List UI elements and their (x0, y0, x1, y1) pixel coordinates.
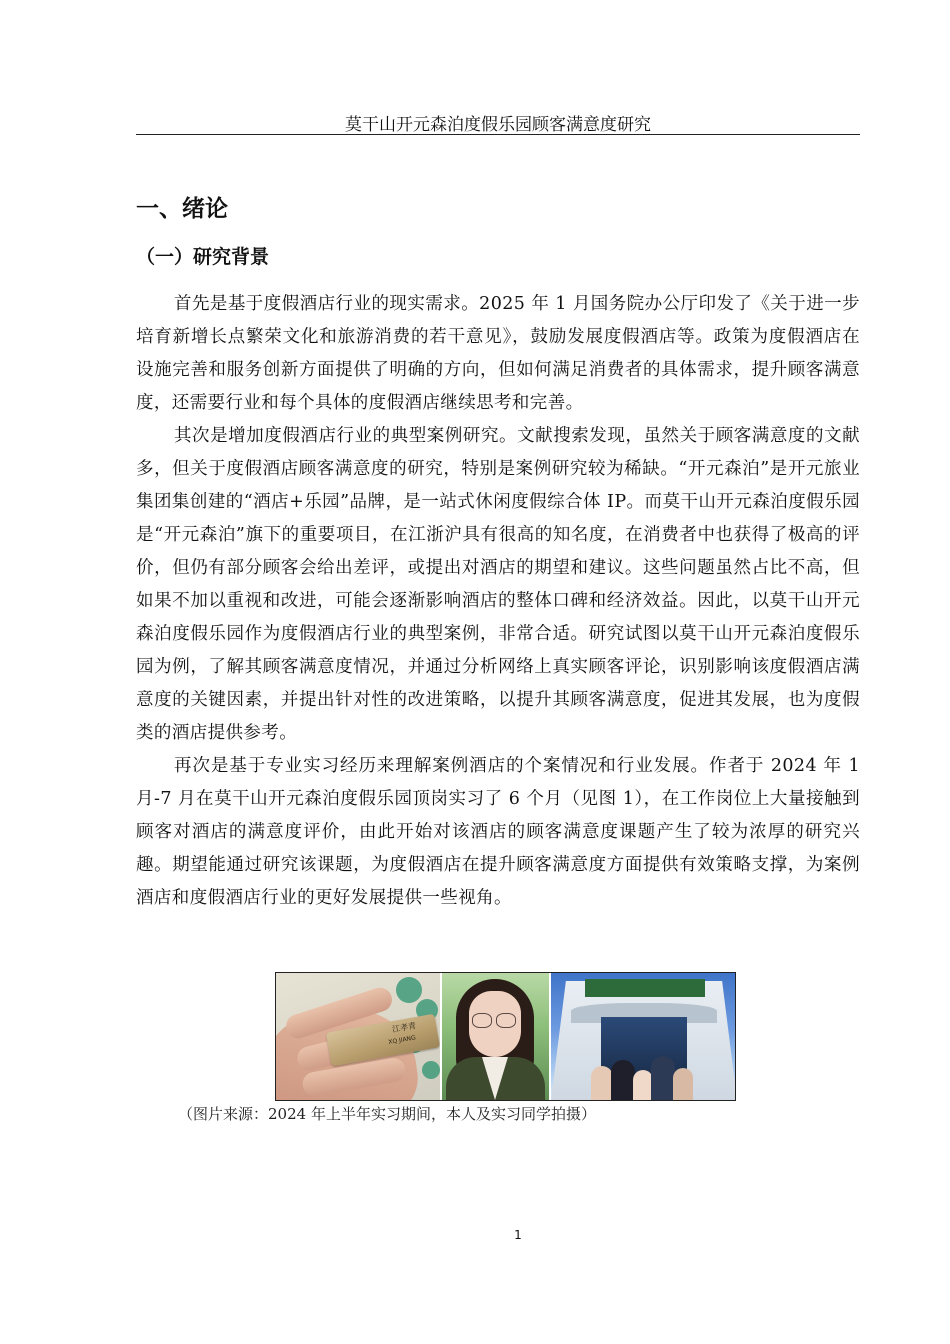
section-heading: （一）研究背景 (136, 246, 270, 268)
figure-caption: （图片来源：2024 年上半年实习期间，本人及实习同学拍摄） (178, 1105, 596, 1123)
paragraph-1: 首先是基于度假酒店行业的现实需求。2025 年 1 月国务院办公厅印发了《关于进一步培育新增长点繁荣文化和旅游消费的若干意见》，鼓励发展度假酒店等。政策为度假酒店在设施完善和服务创新方面提供了明确的方向，但如何满足消费者的具体需求，提升顾客满意度，还需要行业和每个具体的度假酒店继续思考和完善。 (136, 294, 860, 413)
chapter-heading: 一、绪论 (136, 196, 228, 222)
paragraph-2: 其次是增加度假酒店行业的典型案例研究。文献搜索发现，虽然关于顾客满意度的文献多，但关于度假酒店顾客满意度的研究，特别是案例研究较为稀缺。“开元森泊”是开元旅业集团集创建的“酒店+乐园”品牌，是一站式休闲度假综合体 IP。而莫干山开元森泊度假乐园是“开元森泊”旗下的重要项目，在江浙沪具有很高的知名度，在消费者中也获得了极高的评价，但仍有部分顾客会给出差评，或提出对酒店的期望和建议。这些问题虽然占比不高，但如果不加以重视和改进，可能会逐渐影响酒店的整体口碑和经济效益。因此，以莫干山开元森泊度假乐园作为度假酒店行业的典型案例，非常合适。研究试图以莫干山开元森泊度假乐园为例，了解其顾客满意度情况，并通过分析网络上真实顾客评论，识别影响该度假酒店满意度的关键因素，并提出针对性的改进策略，以提升其顾客满意度，促进其发展，也为度假类的酒店提供参考。 (136, 426, 860, 743)
name-tag-english: XQ JIANG (387, 1034, 417, 1047)
photo-building (549, 973, 735, 1100)
body-text (136, 288, 860, 915)
photo-name-tag (276, 973, 440, 1100)
header-rule (136, 134, 860, 135)
photo-portrait (440, 973, 549, 1100)
running-header-title: 莫干山开元森泊度假乐园顾客满意度研究 (345, 115, 651, 135)
figure-1 (275, 972, 736, 1101)
paragraph-3: 再次是基于专业实习经历来理解案例酒店的个案情况和行业发展。作者于 2024 年 1 月-7 月在莫干山开元森泊度假乐园顶岗实习了 6 个月（见图 1），在工作岗位上大量接触到顾客对酒店的满意度评价，由此开始对该酒店的顾客满意度课题产生了较为浓厚的研究兴趣。期望能通过研究该课题，为度假酒店在提升顾客满意度方面提供有效策略支撑，为案例酒店和度假酒店行业的更好发展提供一些视角。 (136, 756, 860, 908)
name-tag-chinese: 江孝青 (391, 1021, 417, 1035)
page-number: 1 (514, 1228, 522, 1242)
